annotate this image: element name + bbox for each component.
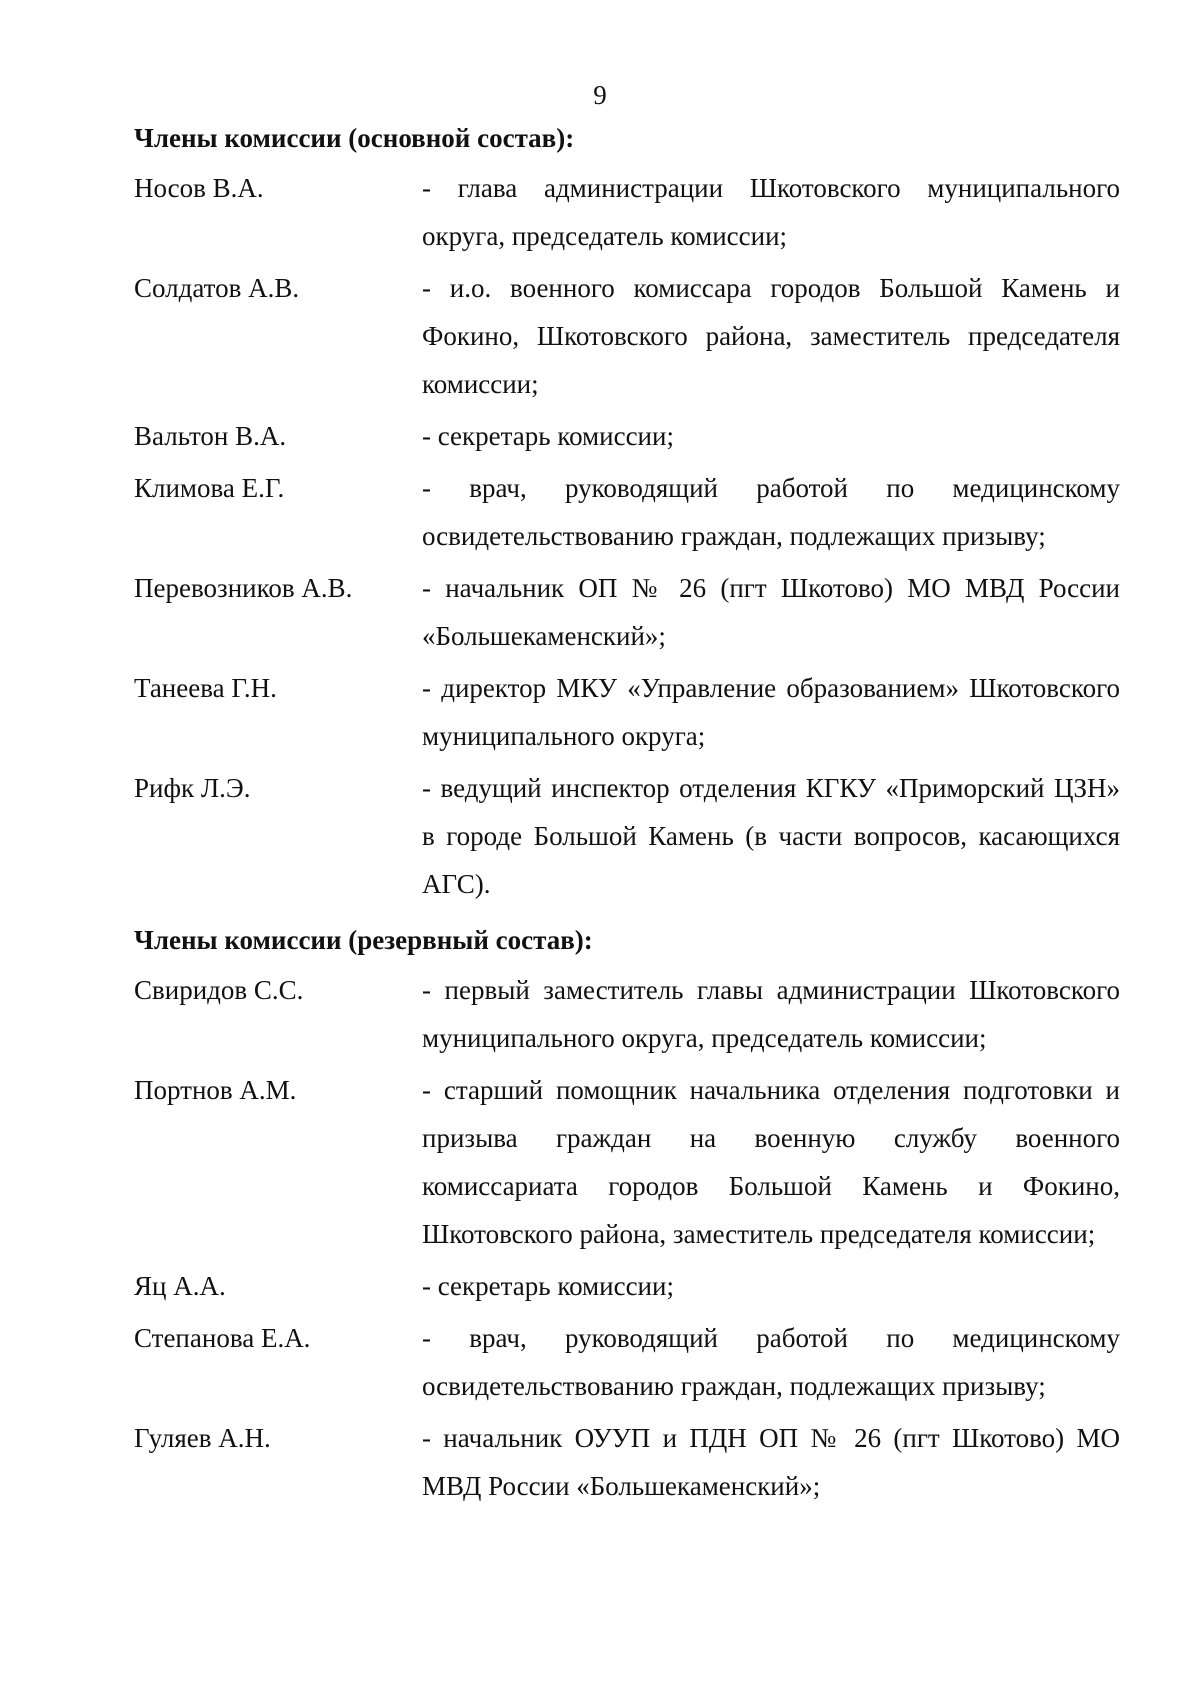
section-heading: Члены комиссии (основной состав): xyxy=(134,123,575,153)
member-name: Вальтон В.А. xyxy=(134,421,287,451)
member-role: - первый заместитель главы администрации Шкотовского муниципального округа, председатель комиссии; xyxy=(422,975,1120,1053)
member-role: - секретарь комиссии; xyxy=(422,1271,674,1301)
member-row xyxy=(134,764,1120,908)
member-name: Портнов А.М. xyxy=(134,1075,297,1105)
member-name: Яц А.А. xyxy=(134,1271,226,1301)
member-role: - врач, руководящий работой по медицинскому освидетельствованию граждан, подлежащих призыву; xyxy=(422,1323,1120,1401)
member-row xyxy=(134,1066,1120,1258)
member-role: - и.о. военного комиссара городов Большой Камень и Фокино, Шкотовского района, заместитель председателя комиссии; xyxy=(422,273,1120,399)
member-role: - врач, руководящий работой по медицинскому освидетельствованию граждан, подлежащих призыву; xyxy=(422,473,1120,551)
member-name: Перевозников А.В. xyxy=(134,573,353,603)
member-role: - начальник ОП № 26 (пгт Шкотово) МО МВД России «Большекаменский»; xyxy=(422,573,1120,651)
member-name: Рифк Л.Э. xyxy=(134,773,251,803)
member-role: - ведущий инспектор отделения КГКУ «Приморский ЦЗН» в городе Большой Камень (в части вопросов, касающихся АГС). xyxy=(422,773,1120,899)
member-name: Свиридов С.С. xyxy=(134,975,304,1005)
member-row xyxy=(134,264,1120,408)
member-name: Солдатов А.В. xyxy=(134,273,300,303)
member-row xyxy=(134,664,1120,760)
member-row xyxy=(134,966,1120,1062)
member-name: Гуляев А.Н. xyxy=(134,1423,271,1453)
member-row xyxy=(134,1414,1120,1510)
member-name: Степанова Е.А. xyxy=(134,1323,311,1353)
member-name: Носов В.А. xyxy=(134,173,264,203)
member-name: Климова Е.Г. xyxy=(134,473,285,503)
member-name: Танеева Г.Н. xyxy=(134,673,277,703)
member-role: - секретарь комиссии; xyxy=(422,421,674,451)
member-role: - глава администрации Шкотовского муниципального округа, председатель комиссии; xyxy=(422,173,1120,251)
member-row xyxy=(134,1262,1120,1310)
member-role: - старший помощник начальника отделения подготовки и призыва граждан на военную службу военного комиссариата городов Большой Камень и Фокино, Шкотовского района, заместитель председателя комиссии; xyxy=(422,1075,1120,1249)
member-row xyxy=(134,464,1120,560)
member-role: - директор МКУ «Управление образованием» Шкотовского муниципального округа; xyxy=(422,673,1120,751)
member-row xyxy=(134,164,1120,260)
member-row xyxy=(134,564,1120,660)
member-row xyxy=(134,412,1120,460)
reserve-members-section xyxy=(134,920,1120,1514)
basic-members-section xyxy=(134,118,1120,912)
member-row xyxy=(134,1314,1120,1410)
page-number: 9 xyxy=(593,80,607,110)
section-heading: Члены комиссии (резервный состав): xyxy=(134,925,593,955)
member-role: - начальник ОУУП и ПДН ОП № 26 (пгт Шкотово) МО МВД России «Большекаменский»; xyxy=(422,1423,1120,1501)
